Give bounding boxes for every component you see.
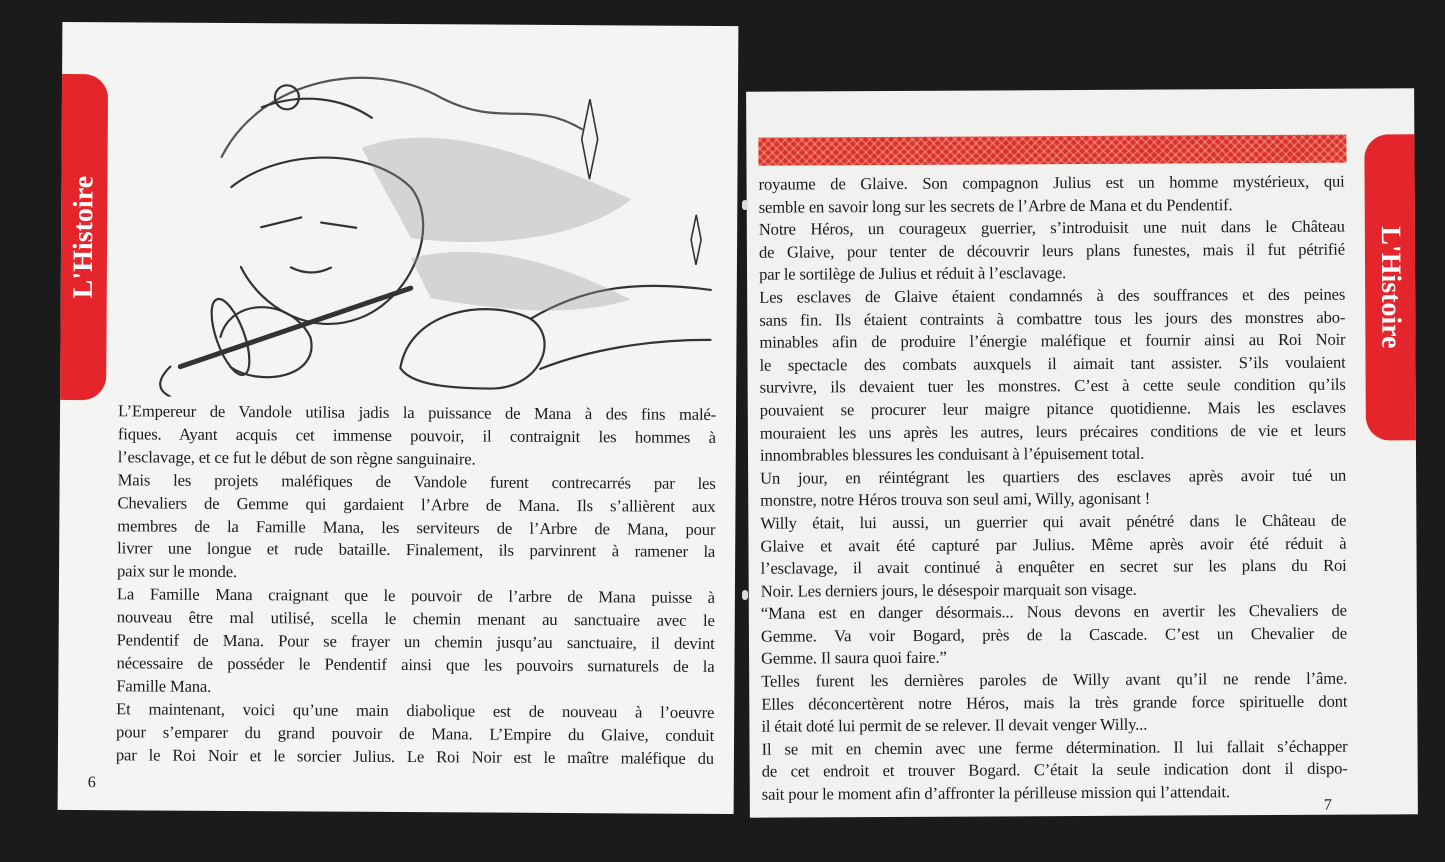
binding-staple — [742, 590, 748, 600]
text-line: pour s’emparer du grand pouvoir de Mana. L’Empire du Glaive, conduit — [116, 721, 715, 745]
decorative-red-band — [758, 135, 1346, 166]
text-line: minables afin de produire l’énergie maléfique et fournir ainsi au Roi Noir — [759, 329, 1346, 352]
binding-staple — [742, 200, 748, 210]
text-line: Mais les projets maléfiques de Vandole furent contrecarrés par les — [117, 470, 716, 493]
text-line: survivre, ils devaient tuer les monstres. C’est à cette seule condition qu’ils — [759, 374, 1346, 398]
left-page-body-text — [116, 400, 716, 770]
section-tab-label: L'Histoire — [67, 175, 100, 299]
text-line: innombrables blessures les conduisant à l’épuisement total. — [759, 443, 1145, 465]
text-line: Notre Héros, un courageux guerrier, s’introduisit une nuit dans le Château — [758, 216, 1345, 239]
right-page — [746, 88, 1418, 817]
text-line: Il se mit en chemin avec une ferme détermination. Il lui fallait s’échapper — [761, 736, 1348, 759]
text-line: par le sortilège de Julius et réduit à l’esclavage. — [759, 263, 1067, 285]
section-tab-left — [60, 74, 108, 400]
text-line: Les esclaves de Glaive étaient condamnés à des souffrances et des peines — [759, 284, 1346, 307]
text-line: nouveau être mal utilisé, scella le chemin menant au sanctuaire avec le — [116, 607, 715, 631]
text-line: fiques. Ayant acquis cet immense pouvoir, il contraignit les hommes à — [117, 424, 716, 447]
paragraph — [759, 171, 1345, 219]
paragraph — [761, 600, 1347, 671]
paragraph — [117, 469, 716, 587]
warrior-illustration — [110, 36, 722, 400]
text-line: La Famille Mana craignant que le pouvoir de l’arbre de Mana puisse à — [116, 584, 715, 608]
text-line: mouraient les uns après les autres, leurs précaires conditions de vie et leurs — [759, 420, 1346, 443]
text-line: nécessaire de posséder le Pendentif ainsi que les pouvoirs surnaturels de la — [116, 653, 715, 676]
right-page-body-text — [759, 171, 1348, 807]
paragraph — [116, 584, 715, 702]
paragraph — [760, 464, 1346, 512]
text-line: paix sur le monde. — [117, 561, 238, 582]
text-line: Glaive et avait été capturé par Julius. Même après avoir été réduit à — [760, 533, 1347, 556]
text-line: monstre, notre Héros trouva son seul ami, Willy, agonisant ! — [760, 488, 1151, 510]
paragraph — [118, 400, 716, 472]
text-line: le spectacle des combats auxquels il aimait tant assister. S’ils voulaient — [759, 352, 1346, 375]
text-line: Noir. Les derniers jours, le désespoir marquait son visage. — [760, 579, 1137, 601]
text-line: royaume de Glaive. Son compagnon Julius est un homme mystérieux, qui — [758, 171, 1345, 194]
text-line: sait pour le moment afin d’affronter la périlleuse mission qui l’attendait. — [761, 782, 1230, 804]
text-line: l’esclavage, et ce fut le début de son règne sanguinaire. — [117, 447, 476, 469]
paragraph — [759, 284, 1346, 468]
text-line: Elles déconcertèrent notre Héros, mais la très grande force spirituelle dont — [761, 691, 1348, 714]
text-line: “Mana est en danger désormais... Nous devons en avertir les Chevaliers de — [760, 600, 1347, 623]
text-line: Chevaliers de Gemme qui gardaient l’Arbre de Mana. Ils s’allièrent aux — [117, 492, 716, 516]
text-line: sans fin. Ils étaient contraints à combattre tous les jours des monstres abo- — [759, 307, 1346, 330]
left-page — [58, 22, 739, 814]
text-line: Gemme. Va voir Bogard, près de la Cascade. C’est un Chevalier de — [760, 623, 1347, 646]
page-number-left: 6 — [87, 774, 96, 792]
text-line: Un jour, en réintégrant les quartiers des esclaves après avoir tué un — [760, 465, 1347, 488]
section-tab-label: L'Histoire — [1374, 226, 1407, 349]
text-line: livrer une longue et rude bataille. Finalement, ils parvinrent à ramener la — [117, 538, 716, 562]
paragraph — [761, 735, 1347, 806]
text-line: l’esclavage, il avait continué à enquêter en secret sur les plans du Roi — [760, 555, 1347, 578]
paragraph — [759, 216, 1345, 287]
text-line: de Glaive, pour tenter de découvrir leurs plans funestes, mais il fut pétrifié — [758, 239, 1345, 262]
paragraph — [760, 510, 1346, 603]
paragraph — [116, 698, 714, 770]
section-tab-right — [1364, 134, 1416, 440]
text-line: Famille Mana. — [116, 676, 212, 696]
paragraph — [761, 668, 1347, 739]
text-line: L’Empereur de Vandole utilisa jadis la puissance de Mana à des fins malé- — [117, 401, 717, 424]
text-line: il était doté lui permit de se relever. Il devait venger Willy... — [761, 714, 1148, 736]
text-line: Telles furent les dernières paroles de Willy avant qu’il ne rende l’âme. — [761, 668, 1348, 691]
text-line: Gemme. Il saura quoi faire.” — [761, 648, 947, 669]
text-line: Pendentif de Mana. Pour se frayer un chemin jusqu’au sanctuaire, il devint — [116, 630, 715, 654]
page-number-right: 7 — [1323, 796, 1332, 814]
text-line: semble en savoir long sur les secrets de l’Arbre de Mana et du Pendentif. — [758, 194, 1233, 217]
text-line: de cet endroit et trouver Bogard. C’était la seule indication dont il dispo- — [761, 759, 1348, 782]
text-line: par le Roi Noir et le sorcier Julius. Le Roi Noir est le maître maléfique du — [115, 744, 714, 768]
text-line: Willy était, lui aussi, un guerrier qui avait pénétré dans le Château de — [760, 510, 1347, 533]
text-line: pouvaient se procurer leur maigre pitance quotidienne. Mais les esclaves — [759, 397, 1346, 420]
text-line: membres de la Famille Mana, les serviteurs de l’Arbre de Mana, pour — [117, 515, 716, 539]
text-line: Et maintenant, voici qu’une main diabolique est de nouveau à l’oeuvre — [116, 699, 715, 722]
